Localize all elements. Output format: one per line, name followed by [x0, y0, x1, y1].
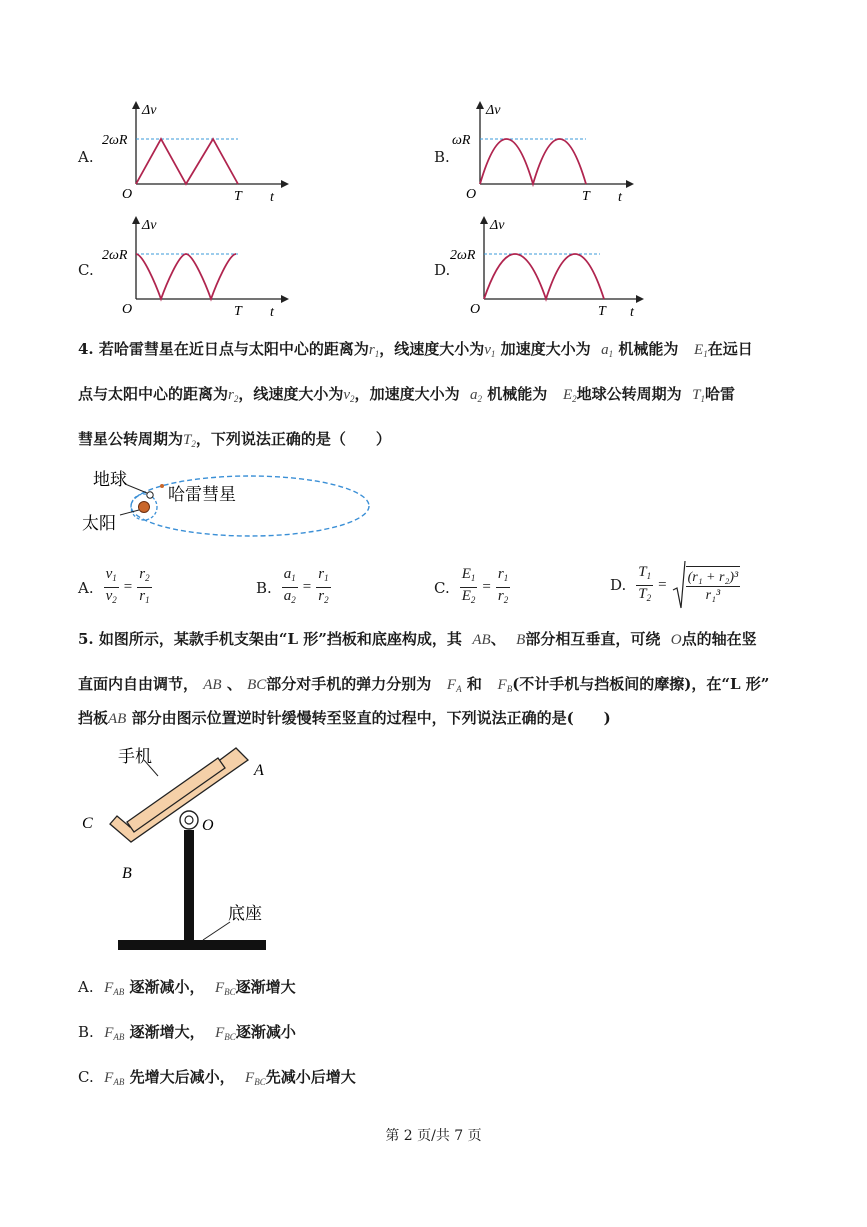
option-letter: D. — [434, 261, 451, 279]
q5-option-b[interactable]: B. $F_{AB}$ 逐渐增大， $F_{BC}$逐渐减小 — [78, 1023, 296, 1042]
graph-svg — [454, 100, 644, 208]
question-5-line-1: 5. 如图所示，某款手机支架由“L 形”挡板和底座构成，其 AB、 B部分相互垂直，可绕 O点的轴在竖 — [78, 630, 757, 648]
peak-label: 2ωR — [102, 133, 128, 148]
stand-pole — [184, 830, 194, 945]
t-axis-label: t — [630, 305, 634, 320]
y-axis-label: Δv — [142, 103, 157, 118]
base-label: 底座 — [228, 904, 262, 924]
graph-curve-inverted — [136, 254, 186, 314]
q5-option-a[interactable]: A. $F_{AB}$ 逐渐减小， $F_{BC}$逐渐增大 — [78, 978, 296, 997]
graph-curve — [480, 139, 586, 184]
t-mark-label: T — [234, 304, 242, 319]
option-letter: C. — [78, 261, 94, 279]
question-4-line-2: 点与太阳中心的距离为$r_2$，线速度大小为$v_2$，加速度大小为 $a_2$ 机械能为 $E_2$地球公转周期为 $T_1$哈雷 — [78, 385, 735, 404]
t-axis-label: t — [270, 305, 274, 320]
y-axis-label: Δv — [142, 218, 157, 233]
graph-svg — [102, 215, 291, 323]
graph-option-d — [434, 215, 649, 325]
q4-option-a[interactable]: A. $\frac{v_1}{v_2}$ = $\frac{r_2}{r_1}$ — [78, 566, 150, 605]
point-a-label: A — [254, 762, 264, 779]
graph-curve — [484, 254, 604, 299]
sun-icon — [139, 502, 150, 513]
radical: $\frac{\text{(r₁ + r₂)³}}{\text{r₁³}}$ — [672, 560, 741, 610]
peak-label: ωR — [452, 133, 471, 148]
t-axis-label: t — [618, 190, 622, 205]
graph-option-b — [434, 100, 644, 210]
question-5-line-2: 直面内自由调节， AB 、 BC部分对手机的弹力分别为 $F_A$ 和 $F_B$(不计手机与挡板间的摩擦)，在“L 形” — [78, 675, 770, 694]
curve-path — [136, 239, 186, 299]
y-axis-label: Δv — [486, 103, 501, 118]
q4-option-b[interactable]: B. $\frac{a_1}{a_2}$ = $\frac{r_1}{r_2}$ — [256, 566, 329, 605]
q4-option-c[interactable]: C. $\frac{E_1}{E_2}$ = $\frac{r_1}{r_2}$ — [434, 566, 509, 605]
comet-label: 哈雷彗星 — [168, 485, 236, 505]
t-axis-label: t — [270, 190, 274, 205]
t-mark-label: T — [598, 304, 606, 319]
point-b-label: B — [122, 865, 132, 882]
q4-option-d[interactable]: D. $\frac{T_1}{T_2}$ = $\frac{\text{(r₁ + r₂)³}}{\text{r₁³}}$ — [610, 560, 740, 610]
question-5-line-3: 挡板AB 部分由图示位置逆时针缓慢转至竖直的过程中，下列说法正确的是( ) — [78, 709, 611, 727]
question-4-line-1: 4. 若哈雷彗星在近日点与太阳中心的距离为$r_1$，线速度大小为$v_1$ 加速度大小为 $a_1$ 机械能为 $E_1$在远日 — [78, 340, 753, 359]
peak-label: 2ωR — [102, 248, 128, 263]
comet-icon — [160, 484, 164, 488]
graph-curve — [136, 254, 210, 299]
t-mark-label: T — [234, 189, 242, 204]
graph-svg — [102, 100, 291, 208]
page-footer: 第 2 页/共 7 页 — [385, 1128, 482, 1144]
graph-option-c — [78, 215, 288, 325]
t-mark-label: T — [582, 189, 590, 204]
graph-curve — [136, 139, 238, 184]
option-letter: B. — [434, 148, 450, 166]
q5-option-c[interactable]: C. $F_{AB}$ 先增大后减小， $F_{BC}$先减小后增大 — [78, 1068, 356, 1087]
question-4-line-3: 彗星公转周期为$T_2$，下列说法正确的是（ ） — [78, 430, 391, 449]
sun-label: 太阳 — [82, 514, 116, 534]
origin-label: O — [470, 302, 481, 317]
origin-label: O — [122, 302, 133, 317]
origin-label: O — [466, 187, 477, 202]
origin-label: O — [122, 187, 133, 202]
phone-label: 手机 — [118, 747, 152, 767]
point-o-label: O — [202, 817, 214, 834]
graph-option-a — [78, 100, 288, 210]
orbit-diagram — [78, 462, 378, 552]
comet-orbit — [131, 476, 369, 536]
point-c-label: C — [82, 815, 93, 832]
y-axis-label: Δv — [490, 218, 505, 233]
earth-label: 地球 — [93, 470, 127, 490]
phone-stand-diagram — [78, 740, 278, 955]
earth-icon — [147, 492, 153, 498]
graph-svg — [450, 215, 649, 323]
peak-label: 2ωR — [450, 248, 476, 263]
option-letter: A. — [78, 148, 94, 166]
curve-c-final — [136, 254, 236, 299]
